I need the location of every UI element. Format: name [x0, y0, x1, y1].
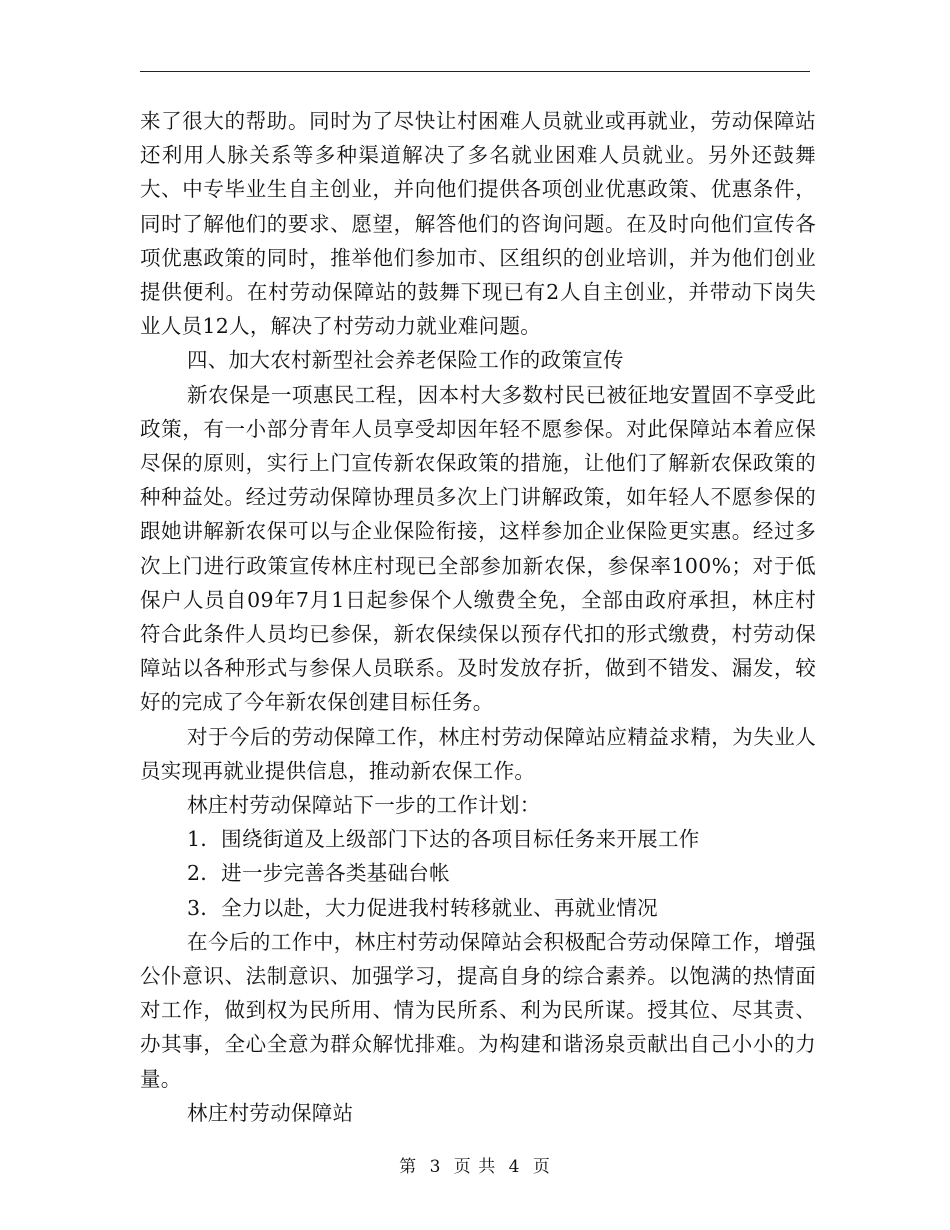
- header-rule: [140, 71, 810, 72]
- section-heading: 四、加大农村新型社会养老保险工作的政策宣传: [187, 348, 624, 373]
- footer-prefix: 第: [399, 1157, 418, 1177]
- paragraph-continued: 来了很大的帮助。同时为了尽快让村困难人员就业或再就业，劳动保障站还利用人脉关系等多种渠道解决了多名就业困难人员就业。另外还鼓舞大、中专毕业生自主创业，并向他们提供各项创业优惠政策、优惠条件，同时了解他们的要求、愿望，解答他们的咨询问题。在及时向他们宣传各项优惠政策的同时，推举他们参加市、区组织的创业培训，并为他们创业提供便利。在村劳动保障站的鼓舞下现已有2人自主创业，并带动下岗失业人员12人，解决了村劳动力就业难问题。: [140, 109, 816, 339]
- plan-item: 1．围绕街道及上级部门下达的各项目标任务来开展工作: [187, 827, 700, 852]
- plan-heading: 林庄村劳动保障站下一步的工作计划：: [187, 793, 541, 818]
- signature-line: 林庄村劳动保障站: [187, 1100, 354, 1125]
- plan-item: 2．进一步完善各类基础台帐: [187, 861, 450, 886]
- paragraph: 新农保是一项惠民工程，因本村大多数村民已被征地安置固不享受此政策，有一小部分青年人员享受却因年轻不愿参保。对此保障站本着应保尽保的原则，实行上门宣传新农保政策的措施，让他们了解新农保政策的种种益处。经过劳动保障协理员多次上门讲解政策，如年轻人不愿参保的跟她讲解新农保可以与企业保险衔接，这样参加企业保险更实惠。经过多次上门进行政策宣传林庄村现已全部参加新农保，参保率100%；对于低保户人员自09年7月1日起参保个人缴费全免，全部由政府承担，林庄村符合此条件人员均已参保，新农保续保以预存代扣的形式缴费，村劳动保障站以各种形式与参保人员联系。及时发放存折，做到不错发、漏发，较好的完成了今年新农保创建目标任务。: [140, 382, 816, 715]
- footer-suffix: 页: [532, 1157, 551, 1177]
- page-footer: [0, 1152, 950, 1177]
- total-pages-number: 4: [508, 1157, 521, 1177]
- plan-item: 3．全力以赴，大力促进我村转移就业、再就业情况: [187, 895, 658, 920]
- footer-middle: 页 共: [453, 1157, 497, 1177]
- paragraph: 在今后的工作中，林庄村劳动保障站会积极配合劳动保障工作，增强公仆意识、法制意识、加强学习，提高自身的综合素养。以饱满的热情面对工作，做到权为民所用、情为民所系、利为民所谋。授其位、尽其责、办其事，全心全意为群众解忧排难。为构建和谐汤泉贡献出自己小小的力量。: [140, 929, 816, 1091]
- document-body: [140, 104, 816, 1130]
- paragraph: 对于今后的劳动保障工作，林庄村劳动保障站应精益求精，为失业人员实现再就业提供信息，推动新农保工作。: [140, 724, 816, 783]
- current-page-number: 3: [429, 1157, 442, 1177]
